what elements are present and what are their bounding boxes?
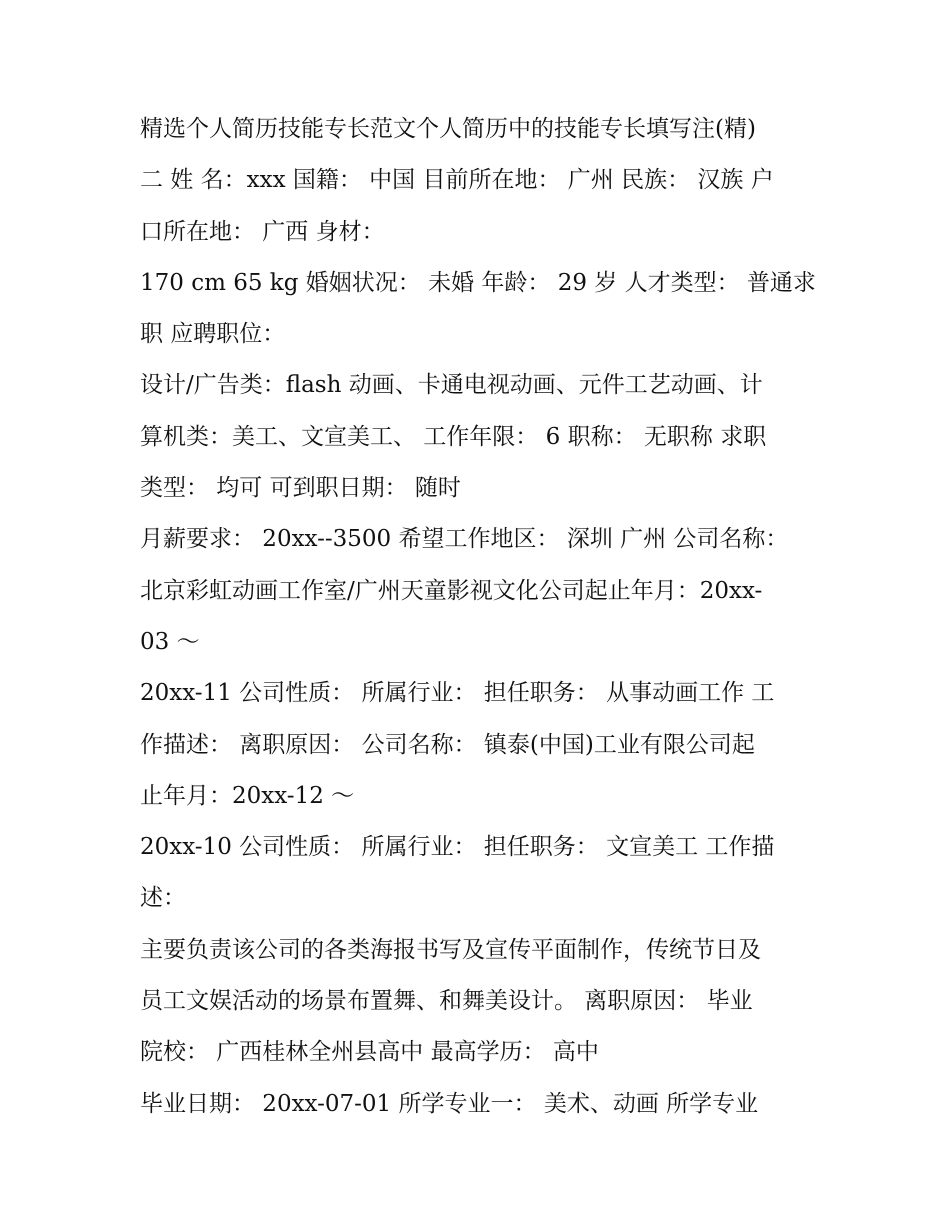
text-line-19: 院校： 广西桂林全州县高中 最高学历： 高中 bbox=[140, 1039, 599, 1066]
text-line-13: 作描述： 离职原因： 公司名称： 镇泰(中国)工业有限公司起 bbox=[140, 731, 755, 758]
text-line-5: 职 应聘职位： bbox=[140, 321, 286, 348]
text-line-18: 员工文娱活动的场景布置舞、和舞美设计。 离职原因： 毕业 bbox=[140, 988, 753, 1015]
document-body bbox=[140, 104, 820, 1130]
text-line-10: 北京彩虹动画工作室/广州天童影视文化公司起止年月：20xx- bbox=[140, 577, 763, 604]
text-line-20: 毕业日期： 20xx-07-01 所学专业一： 美术、动画 所学专业 bbox=[140, 1090, 759, 1117]
text-line-1: 精选个人简历技能专长范文个人简历中的技能专长填写注(精) bbox=[140, 116, 756, 142]
text-line-12: 20xx-11 公司性质： 所属行业： 担任职务： 从事动画工作 工 bbox=[140, 680, 775, 707]
text-line-14: 止年月：20xx-12 ～ bbox=[140, 782, 355, 809]
text-line-16: 述： bbox=[140, 885, 186, 912]
text-line-6: 设计/广告类：flash 动画、卡通电视动画、元件工艺动画、计 bbox=[140, 372, 763, 399]
text-line-3: 口所在地： 广西 身材： bbox=[140, 218, 385, 245]
text-line-8: 类型： 均可 可到职日期： 随时 bbox=[140, 475, 461, 502]
text-line-9: 月薪要求： 20xx--3500 希望工作地区： 深圳 广州 公司名称： bbox=[140, 526, 789, 553]
document-text bbox=[140, 104, 820, 1130]
text-line-15: 20xx-10 公司性质： 所属行业： 担任职务： 文宣美工 工作描 bbox=[140, 834, 775, 861]
text-line-11: 03 ～ bbox=[140, 628, 200, 655]
text-line-4: 170 cm 65 kg 婚姻状况： 未婚 年龄： 29 岁 人才类型： 普通求 bbox=[140, 269, 816, 296]
text-line-2: 二 姓 名：xxx 国籍： 中国 目前所在地： 广州 民族： 汉族 户 bbox=[140, 167, 774, 194]
text-line-7: 算机类：美工、文宣美工、 工作年限： 6 职称： 无职称 求职 bbox=[140, 423, 767, 450]
text-line-17: 主要负责该公司的各类海报书写及宣传平面制作，传统节日及 bbox=[140, 936, 761, 963]
